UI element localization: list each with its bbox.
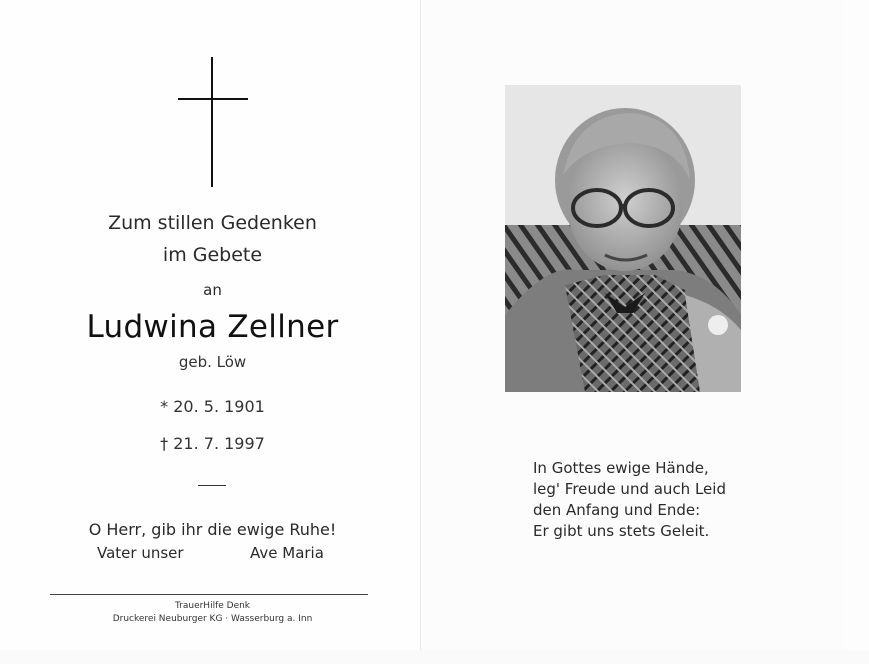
portrait-photo <box>505 85 741 392</box>
left-panel <box>0 0 420 650</box>
footer-line-1: TrauerHilfe Denk <box>174 601 251 611</box>
poem <box>533 458 726 542</box>
footer-divider <box>50 594 368 595</box>
prayer-ave-maria: Ave Maria <box>250 544 324 562</box>
poem-line: Er gibt uns stets Geleit. <box>533 522 710 540</box>
bottom-edge <box>0 650 869 664</box>
prayer-vater-unser: Vater unser <box>97 544 184 562</box>
cross-icon-bar <box>178 98 248 100</box>
portrait-photo-icon <box>505 85 741 392</box>
poem-line: den Anfang und Ende: <box>533 501 701 519</box>
birth-date: * 20. 5. 1901 <box>160 397 265 416</box>
maiden-name: geb. Löw <box>178 353 247 371</box>
heading-an: an <box>203 281 222 299</box>
death-date: † 21. 7. 1997 <box>160 434 265 453</box>
poem-line: In Gottes ewige Hände, <box>533 459 709 477</box>
poem-line: leg' Freude und auch Leid <box>533 480 726 498</box>
heading-line-2: im Gebete <box>162 244 263 266</box>
divider <box>198 485 226 486</box>
footer-line-2: Druckerei Neuburger KG · Wasserburg a. Inn <box>112 614 313 624</box>
cross-icon <box>211 57 213 187</box>
deceased-name: Ludwina Zellner <box>86 309 339 345</box>
heading-line-1: Zum stillen Gedenken <box>108 212 317 234</box>
prayer-text: O Herr, gib ihr die ewige Ruhe! <box>88 520 337 539</box>
